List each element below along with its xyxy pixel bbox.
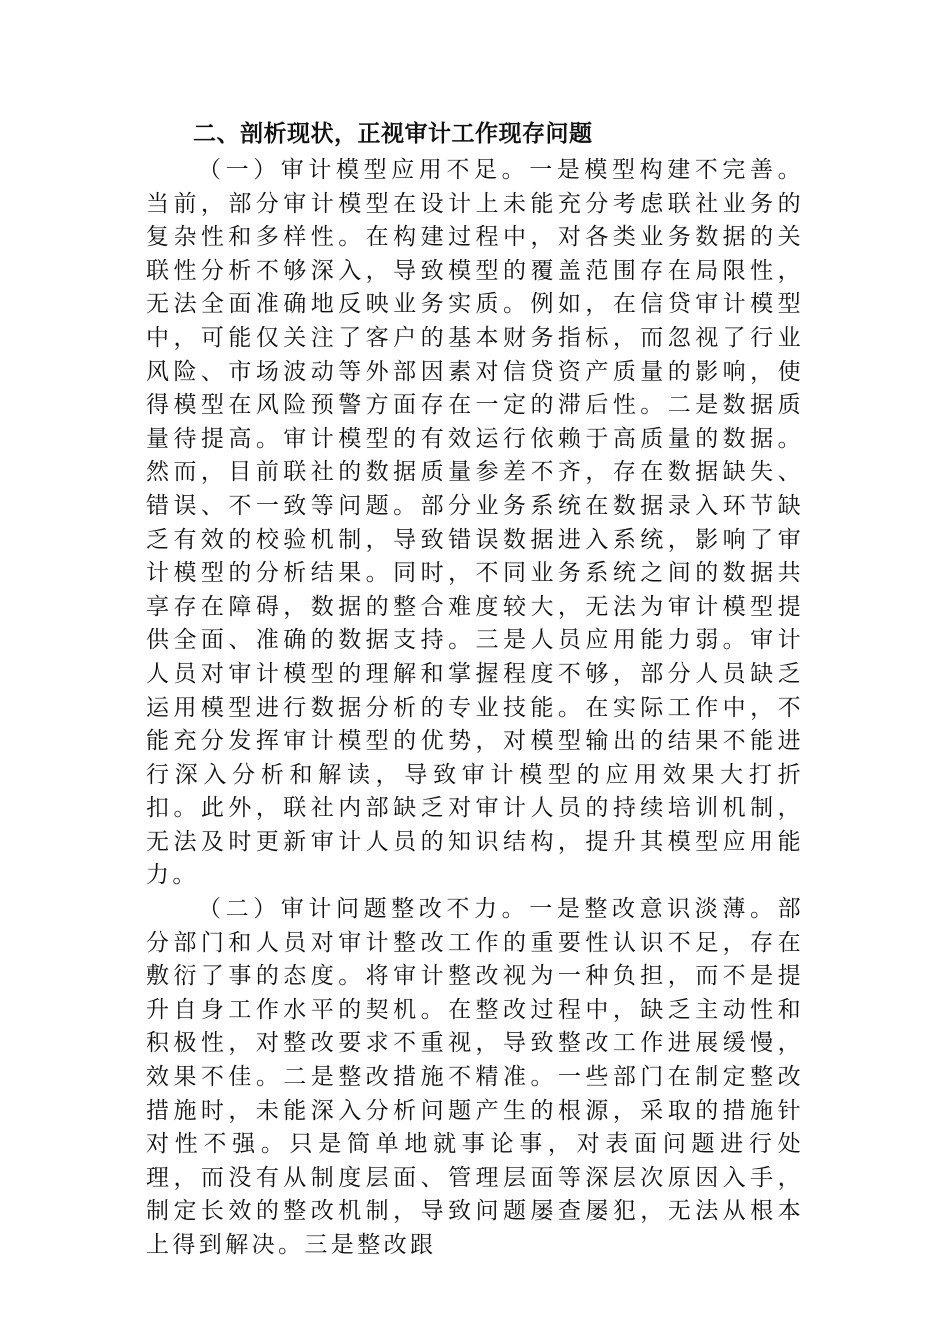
paragraph-rectification xyxy=(146,893,804,1263)
paragraph-text: 一是模型构建不完善。当前，部分审计模型在设计上未能充分考虑联社业务的复杂性和多样性。在构建过程中，对各类业务数据的关联性分析不够深入，导致模型的覆盖范围存在局限性，无法全面准确地反映业务实质。例如，在信贷审计模型中，可能仅关注了客户的基本财务指标，而忽视了行业风险、市场波动等外部因素对信贷资产质量的影响，使得模型在风险预警方面存在一定的滞后性。二是数据质量待提高。审计模型的有效运行依赖于高质量的数据。然而，目前联社的数据质量参差不齐，存在数据缺失、错误、不一致等问题。部分业务系统在数据录入环节缺乏有效的校验机制，导致错误数据进入系统，影响了审计模型的分析结果。同时，不同业务系统之间的数据共享存在障碍，数据的整合难度较大，无法为审计模型提供全面、准确的数据支持。三是人员应用能力弱。审计人员对审计模型的理解和掌握程度不够，部分人员缺乏运用模型进行数据分析的专业技能。在实际工作中，不能充分发挥审计模型的优势，对模型输出的结果不能进行深入分析和解读，导致审计模型的应用效果大打折扣。此外，联社内部缺乏对审计人员的持续培训机制，无法及时更新审计人员的知识结构，提升其模型应用能力。 xyxy=(146,157,804,889)
paragraph-text: 一是整改意识淡薄。部分部门和人员对审计整改工作的重要性认识不足，存在敷衍了事的态度。将审计整改视为一种负担，而不是提升自身工作水平的契机。在整改过程中，缺乏主动性和积极性，对整改要求不重视，导致整改工作进展缓慢，效果不佳。二是整改措施不精准。一些部门在制定整改措施时，未能深入分析问题产生的根源，采取的措施针对性不强。只是简单地就事论事，对表面问题进行处理，而没有从制度层面、管理层面等深层次原因入手，制定长效的整改机制，导致问题屡查屡犯，无法从根本上得到解决。三是整改跟 xyxy=(146,896,804,1258)
paragraph-lead: （一）审计模型应用不足。 xyxy=(198,157,530,183)
document-body xyxy=(146,114,804,1263)
paragraph-model-application xyxy=(146,154,804,893)
section-heading: 二、剖析现状，正视审计工作现存问题 xyxy=(193,121,593,147)
paragraph-lead: （二）审计问题整改不力。 xyxy=(198,896,530,923)
